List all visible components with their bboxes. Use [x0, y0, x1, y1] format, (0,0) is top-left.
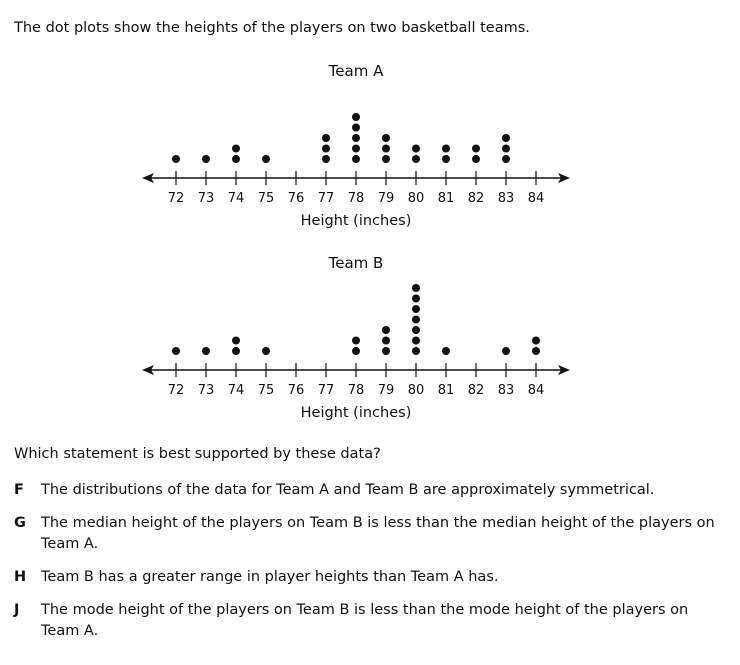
team-a-dot	[382, 134, 390, 142]
team-b-dot	[502, 347, 510, 355]
team-b-dot	[382, 347, 390, 355]
option-h[interactable]	[14, 567, 726, 588]
option-j[interactable]	[14, 600, 726, 642]
team-a-tick-label: 77	[317, 191, 335, 206]
team-b-dot	[232, 337, 240, 345]
team-a-tick-label: 74	[227, 191, 245, 206]
team-b-dot	[412, 295, 420, 303]
answer-options	[14, 480, 726, 654]
team-b-dot	[202, 347, 210, 355]
team-b-tick-label: 75	[257, 383, 275, 398]
team-a-dot	[352, 124, 360, 132]
team-a-dot	[202, 155, 210, 163]
option-text: The mode height of the players on Team B is less than the mode height of the players on Team A.	[41, 602, 689, 639]
team-b-tick-label: 74	[227, 383, 245, 398]
team-a-dot	[352, 155, 360, 163]
team-b-dot-plot-svg	[0, 248, 740, 428]
team-a-tick-label: 72	[167, 191, 185, 206]
team-b-tick-label: 84	[527, 383, 545, 398]
option-text: Team B has a greater range in player heights than Team A has.	[41, 569, 499, 585]
team-b-tick-label: 83	[497, 383, 515, 398]
team-b-dot	[352, 347, 360, 355]
team-b-title: Team B	[328, 254, 384, 272]
team-a-dot	[352, 113, 360, 121]
team-b-dot	[412, 337, 420, 345]
team-b-dot	[352, 337, 360, 345]
team-a-dot	[472, 145, 480, 153]
team-a-dot	[502, 145, 510, 153]
option-text: The distributions of the data for Team A and Team B are approximately symmetrical.	[41, 482, 655, 498]
intro-text: The dot plots show the heights of the players on two basketball teams.	[14, 20, 530, 36]
team-a-tick-label: 78	[347, 191, 365, 206]
team-a-dot	[442, 145, 450, 153]
team-a-dot	[352, 134, 360, 142]
team-a-dot	[232, 155, 240, 163]
team-a-tick-label: 73	[197, 191, 215, 206]
team-b-dot	[172, 347, 180, 355]
team-a-dot	[322, 134, 330, 142]
team-b-tick-label: 77	[317, 383, 335, 398]
team-a-tick-label: 80	[407, 191, 425, 206]
team-a-dot	[472, 155, 480, 163]
team-b-tick-label: 78	[347, 383, 365, 398]
team-a-dot	[322, 145, 330, 153]
team-a-dot	[442, 155, 450, 163]
option-letter: J	[14, 602, 20, 618]
team-b-tick-label: 79	[377, 383, 395, 398]
team-b-dot	[412, 326, 420, 334]
team-b-tick-label: 76	[287, 383, 305, 398]
team-a-dot	[412, 145, 420, 153]
team-b-dot	[232, 347, 240, 355]
team-a-dot	[382, 155, 390, 163]
team-a-tick-label: 76	[287, 191, 305, 206]
team-a-dot	[502, 134, 510, 142]
team-a-dot	[172, 155, 180, 163]
question-text: Which statement is best supported by these data?	[14, 446, 381, 462]
option-text: The median height of the players on Team B is less than the median height of the players on Team A.	[41, 515, 715, 552]
team-b-tick-label: 82	[467, 383, 485, 398]
team-a-dot	[382, 145, 390, 153]
team-a-dot	[352, 145, 360, 153]
team-b-dot	[262, 347, 270, 355]
team-b-dot	[412, 347, 420, 355]
team-a-dot	[412, 155, 420, 163]
team-b-tick-label: 80	[407, 383, 425, 398]
team-a-dot	[232, 145, 240, 153]
team-b-dot	[532, 347, 540, 355]
team-b-dot-plot	[0, 248, 740, 428]
team-b-dot	[442, 347, 450, 355]
team-b-dot	[382, 337, 390, 345]
team-a-tick-label: 83	[497, 191, 515, 206]
team-b-x-axis-label: Height (inches)	[300, 405, 412, 421]
team-a-tick-label: 75	[257, 191, 275, 206]
team-a-tick-label: 82	[467, 191, 485, 206]
team-b-dot	[412, 305, 420, 313]
team-a-title: Team A	[328, 62, 384, 80]
option-f[interactable]	[14, 480, 726, 501]
team-a-x-axis-label: Height (inches)	[300, 213, 412, 229]
option-letter: H	[14, 569, 27, 585]
option-letter: F	[14, 482, 24, 498]
team-b-dot	[412, 284, 420, 292]
team-a-dot-plot-svg	[0, 56, 740, 236]
team-a-dot	[262, 155, 270, 163]
team-a-dot-plot	[0, 56, 740, 236]
team-b-dot	[412, 316, 420, 324]
team-a-dot	[502, 155, 510, 163]
team-b-tick-label: 73	[197, 383, 215, 398]
team-b-tick-label: 81	[437, 383, 455, 398]
team-a-tick-label: 81	[437, 191, 455, 206]
team-b-dot	[532, 337, 540, 345]
team-b-tick-label: 72	[167, 383, 185, 398]
option-letter: G	[14, 515, 26, 531]
team-b-dot	[382, 326, 390, 334]
team-a-dot	[322, 155, 330, 163]
team-a-tick-label: 79	[377, 191, 395, 206]
option-g[interactable]	[14, 513, 726, 555]
team-a-tick-label: 84	[527, 191, 545, 206]
